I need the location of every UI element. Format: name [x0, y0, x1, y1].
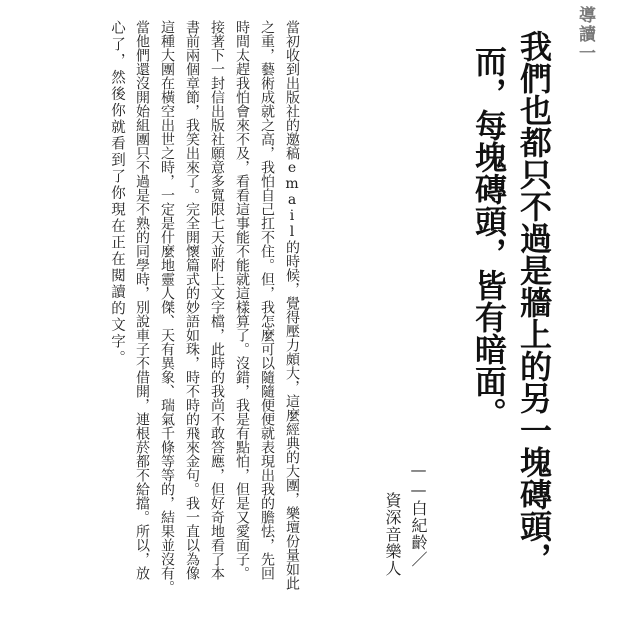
body-line-6: 這種大團在橫空出世之時，一定是什麼地靈人傑、天有異象、瑞氣千條等等的，結果並沒有。 [159, 20, 175, 594]
attribution-title: 資深音樂人 [383, 492, 402, 577]
body-line-3: 時間太趕我怕會來不及，看看這事能不能就這樣算了。沒錯，我是有點怕，但是又愛面子。 [234, 20, 250, 580]
body-line-7: 當他們還沒開始組團只不過是不熟的同學時，別說車子不借開，連根菸都不給擋。所以，放 [134, 20, 150, 580]
body-line-8: 心了，然後你就看到了你現在正在閱讀的文字。 [109, 20, 125, 367]
body-line-1: 當初收到出版社的邀稿email的時候，覺得壓力頗大，這麼經典的大團，樂壇份量如此 [284, 20, 300, 590]
body-line-2: 之重，藝術成就之高，我怕自己扛不住。但，我怎麼可以隨隨便便就表現出我的膽怯，先回 [259, 20, 275, 580]
headline-line-2: 而，每塊磚頭，皆有暗面。 [470, 45, 508, 429]
headline-line-1: 我們也都只不過是牆上的另一塊磚頭， [515, 30, 553, 574]
body-line-4: 接著下一封信出版社願意多寬限七天並附上文字檔，此時的我尚不敢答應，但好奇地看了本 [209, 20, 225, 580]
chapter-tag: 導讀一 [575, 6, 595, 63]
body-line-5: 書前兩個章節，我笑出來了。完全開懷篇式的妙語如珠，時不時的飛來金句。我一直以為像 [184, 20, 200, 580]
attribution-name: ——白紀齡／ [409, 460, 428, 568]
body-text [100, 20, 300, 640]
